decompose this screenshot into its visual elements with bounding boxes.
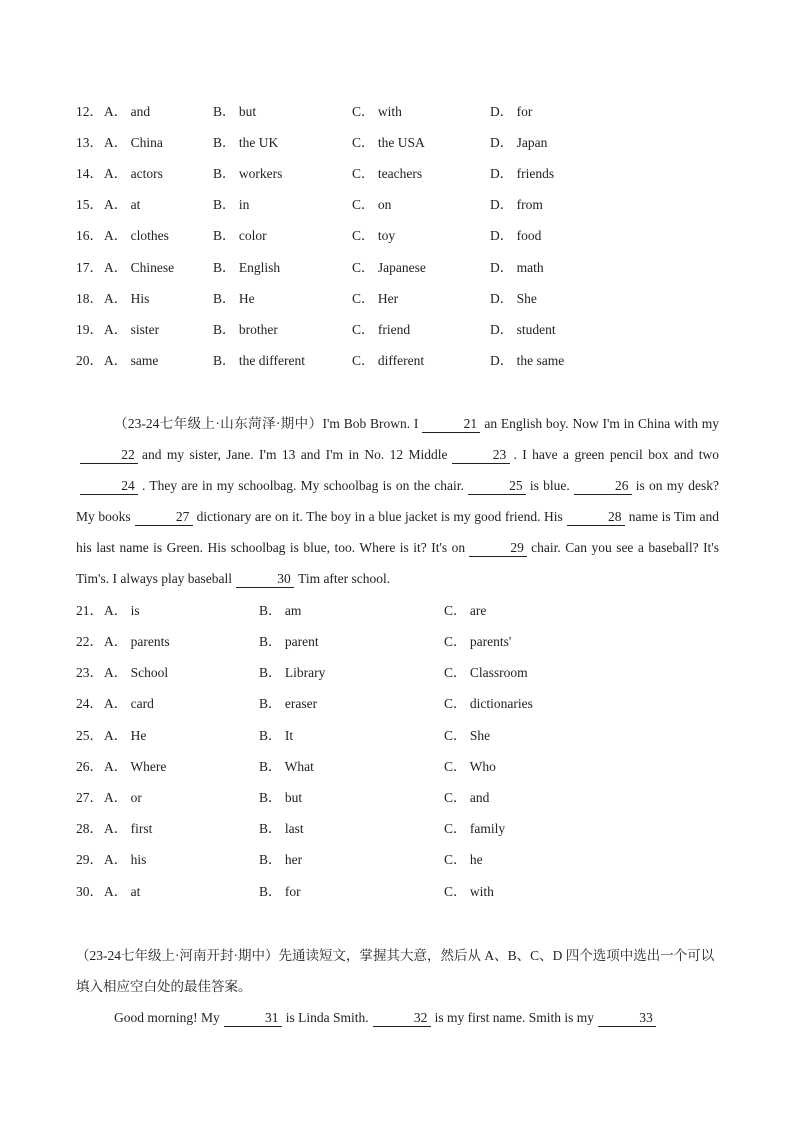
question-number: 20． xyxy=(76,353,103,368)
passage-text: and my sister, Jane. I'm 13 and I'm in No. 12 Middle xyxy=(142,447,448,462)
question-number: 29． xyxy=(76,852,103,867)
blank-30: 30 xyxy=(236,571,294,588)
option-c: C． different xyxy=(352,353,425,368)
option-c: C． Who xyxy=(444,759,496,774)
option-d: D． student xyxy=(490,322,556,337)
question-number: 25． xyxy=(76,728,103,743)
option-c: C． parents' xyxy=(444,634,512,649)
section-instructions: （23-24七年级上·河南开封·期中）先通读短文，掌握其大意，然后从 A、B、C、D 四个选项中选出一个可以填入相应空白处的最佳答案。 xyxy=(76,948,715,994)
option-b: B． workers xyxy=(213,166,283,181)
blank-25: 25 xyxy=(468,478,526,495)
blank-23: 23 xyxy=(452,447,510,464)
option-c: C． with xyxy=(444,884,494,899)
option-c: C． he xyxy=(444,852,483,867)
question-18 xyxy=(76,289,736,309)
option-a: A． card xyxy=(104,696,154,711)
option-b: B． color xyxy=(213,228,267,243)
option-b: B． but xyxy=(213,104,257,119)
option-a: A． and xyxy=(104,104,151,119)
question-22 xyxy=(76,632,736,652)
option-b: B． Library xyxy=(259,665,326,680)
passage-text: name is Tim and his last name is Green. His schoolbag is blue, too. Where is it? It's on xyxy=(76,509,719,555)
option-a: A． or xyxy=(104,790,142,805)
question-number: 12． xyxy=(76,104,103,119)
question-number: 16． xyxy=(76,228,103,243)
option-c: C． the USA xyxy=(352,135,425,150)
option-a: A． his xyxy=(104,852,147,867)
option-b: B． It xyxy=(259,728,294,743)
blank-27: 27 xyxy=(135,509,193,526)
option-a: A． He xyxy=(104,728,147,743)
question-12 xyxy=(76,102,736,122)
question-27 xyxy=(76,788,736,808)
question-number: 18． xyxy=(76,291,103,306)
blank-32: 32 xyxy=(373,1010,431,1027)
option-d: D． the same xyxy=(490,353,565,368)
passage-source: （23-24七年级上·山东菏泽·期中） xyxy=(114,416,323,431)
option-c: C． friend xyxy=(352,322,411,337)
question-19 xyxy=(76,320,736,340)
question-number: 21． xyxy=(76,603,103,618)
option-d: D． food xyxy=(490,228,542,243)
option-d: D． friends xyxy=(490,166,555,181)
option-c: C． on xyxy=(352,197,392,212)
passage-text: . They are in my schoolbag. My schoolbag is on the chair. xyxy=(142,478,464,493)
question-number: 15． xyxy=(76,197,103,212)
option-b: B． her xyxy=(259,852,303,867)
question-number: 14． xyxy=(76,166,103,181)
option-c: C． toy xyxy=(352,228,396,243)
passage-text: Tim after school. xyxy=(298,571,391,586)
question-20 xyxy=(76,351,736,371)
blank-22: 22 xyxy=(80,447,138,464)
blank-28: 28 xyxy=(567,509,625,526)
question-number: 13． xyxy=(76,135,103,150)
question-15 xyxy=(76,195,736,215)
question-number: 26． xyxy=(76,759,103,774)
blank-24: 24 xyxy=(80,478,138,495)
option-a: A． actors xyxy=(104,166,163,181)
option-c: C． Japanese xyxy=(352,260,426,275)
option-c: C． and xyxy=(444,790,490,805)
question-number: 23． xyxy=(76,665,103,680)
question-25 xyxy=(76,726,736,746)
question-29 xyxy=(76,850,736,870)
option-c: C． with xyxy=(352,104,402,119)
question-number: 22． xyxy=(76,634,103,649)
question-23 xyxy=(76,663,736,683)
passage-text: I'm Bob Brown. I xyxy=(322,416,419,431)
question-21 xyxy=(76,601,736,621)
option-b: B． What xyxy=(259,759,314,774)
option-a: A． Where xyxy=(104,759,167,774)
question-number: 17． xyxy=(76,260,103,275)
option-c: C． teachers xyxy=(352,166,423,181)
blank-29: 29 xyxy=(469,540,527,557)
question-number: 27． xyxy=(76,790,103,805)
option-b: B． the UK xyxy=(213,135,279,150)
passage-text: is blue. xyxy=(529,478,570,493)
option-d: D． Japan xyxy=(490,135,548,150)
option-b: B． but xyxy=(259,790,303,805)
question-26 xyxy=(76,757,736,777)
option-c: C． dictionaries xyxy=(444,696,533,711)
passage-text: Good morning! My xyxy=(114,1010,220,1025)
option-a: A． School xyxy=(104,665,169,680)
option-a: A． parents xyxy=(104,634,170,649)
option-b: B． in xyxy=(213,197,250,212)
blank-33: 33 xyxy=(598,1010,656,1027)
question-17 xyxy=(76,258,736,278)
option-c: C． Classroom xyxy=(444,665,528,680)
question-28 xyxy=(76,819,736,839)
passage-paragraph xyxy=(76,408,719,594)
blank-26: 26 xyxy=(574,478,632,495)
option-d: D． math xyxy=(490,260,544,275)
passage-text: is Linda Smith. xyxy=(285,1010,369,1025)
option-a: A． Chinese xyxy=(104,260,175,275)
option-d: D． from xyxy=(490,197,543,212)
passage-text: is on my desk? My books xyxy=(76,478,719,524)
option-a: A． at xyxy=(104,884,141,899)
option-c: C． family xyxy=(444,821,506,836)
option-b: B． for xyxy=(259,884,301,899)
question-30 xyxy=(76,882,736,902)
option-d: D． She xyxy=(490,291,537,306)
option-b: B． He xyxy=(213,291,255,306)
passage-text: dictionary are on it. The boy in a blue jacket is my good friend. His xyxy=(196,509,563,524)
passage-text: an English boy. Now I'm in China with my xyxy=(484,416,719,431)
question-13 xyxy=(76,133,736,153)
question-number: 19． xyxy=(76,322,103,337)
option-b: B． parent xyxy=(259,634,319,649)
passage-text: chair. Can you see a baseball? It's Tim's. I always play baseball xyxy=(76,540,719,586)
question-16 xyxy=(76,226,736,246)
option-a: A． His xyxy=(104,291,150,306)
option-b: B． eraser xyxy=(259,696,318,711)
option-a: A． clothes xyxy=(104,228,169,243)
option-c: C． are xyxy=(444,603,487,618)
option-c: C． She xyxy=(444,728,491,743)
question-number: 30． xyxy=(76,884,103,899)
passage-text: is my first name. Smith is my xyxy=(434,1010,595,1025)
question-14 xyxy=(76,164,736,184)
option-b: B． brother xyxy=(213,322,278,337)
option-c: C． Her xyxy=(352,291,399,306)
question-number: 28． xyxy=(76,821,103,836)
option-a: A． at xyxy=(104,197,141,212)
blank-31: 31 xyxy=(224,1010,282,1027)
option-b: B． last xyxy=(259,821,304,836)
option-b: B． English xyxy=(213,260,281,275)
option-a: A． China xyxy=(104,135,163,150)
option-b: B． the different xyxy=(213,353,305,368)
question-24 xyxy=(76,694,736,714)
option-a: A． same xyxy=(104,353,159,368)
blank-21: 21 xyxy=(422,416,480,433)
option-a: A． first xyxy=(104,821,153,836)
option-b: B． am xyxy=(259,603,302,618)
cloze-passage-1 xyxy=(76,408,719,594)
question-number: 24． xyxy=(76,696,103,711)
option-a: A． sister xyxy=(104,322,160,337)
option-a: A． is xyxy=(104,603,140,618)
cloze-passage-2 xyxy=(76,1002,719,1033)
option-d: D． for xyxy=(490,104,533,119)
passage-text: . I have a green pencil box and two xyxy=(513,447,719,462)
